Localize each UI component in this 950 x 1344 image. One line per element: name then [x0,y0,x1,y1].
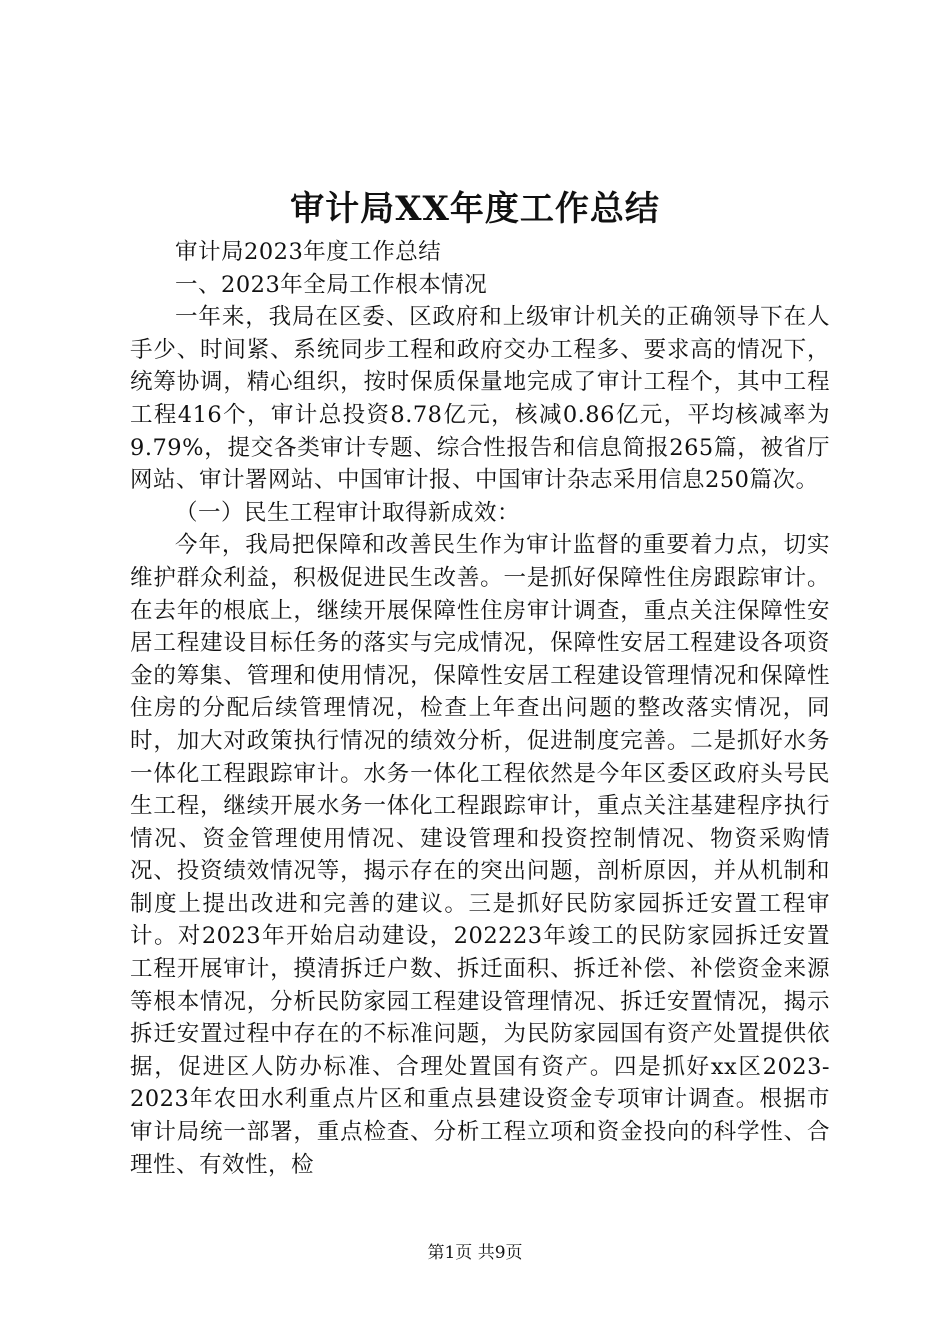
paragraph-subsection-heading: （一）民生工程审计取得新成效： [175,499,521,526]
paragraph-livelihood: 今年，我局把保障和改善民生作为审计监督的重要着力点，切实维护群众利益，积极促进民生改善。一是抓好保障性住房跟踪审计。在去年的根底上，继续开展保障性住房审计调查，重点关注保障性安居工程建设目标任务的落实与完成情况，保障性安居工程建设各项资金的筹集、管理和使用情况，保障性安居工程建设管理情况和保障性住房的分配后续管理情况，检查上年查出问题的整改落实情况，同时，加大对政策执行情况的绩效分析，促进制度完善。二是抓好水务一体化工程跟踪审计。水务一体化工程依然是今年区委区政府头号民生工程，继续开展水务一体化工程跟踪审计，重点关注基建程序执行情况、资金管理使用情况、建设管理和投资控制情况、物资采购情况、投资绩效情况等，揭示存在的突出问题，剖析原因，并从机制和制度上提出改进和完善的建议。三是抓好民防家园拆迁安置工程审计。对2023年开始启动建设，202223年竣工的民防家园拆迁安置工程开展审计，摸清拆迁户数、拆迁面积、拆迁补偿、补偿资金来源等根本情况，分析民防家园工程建设管理情况、拆迁安置情况，揭示拆迁安置过程中存在的不标准问题，为民防家园国有资产处置提供依据，促进区人防办标准、合理处置国有资产。四是抓好xx区2023-2023年农田水利重点片区和重点县建设资金专项审计调查。根据市审计局统一部署，重点检查、分析工程立项和资金投向的科学性、合理性、有效性，检 [130,532,830,1178]
paragraph-overview: 一年来，我局在区委、区政府和上级审计机关的正确领导下在人手少、时间紧、系统同步工程和政府交办工程多、要求高的情况下，统筹协调，精心组织，按时保质保量地完成了审计工程个，其中工程工程416个，审计总投资8.78亿元，核减0.86亿元，平均核减率为9.79%，提交各类审计专题、综合性报告和信息简报265篇，被省厅网站、审计署网站、中国审计报、中国审计杂志采用信息250篇次。 [130,304,830,494]
paragraph-section-heading: 一、2023年全局工作根本情况 [175,271,488,298]
document-body [130,236,830,1181]
document-title: 审计局XX年度工作总结 [290,189,660,229]
paragraph-subtitle: 审计局2023年度工作总结 [175,239,442,265]
page-number-footer: 第1页 共9页 [427,1243,523,1263]
